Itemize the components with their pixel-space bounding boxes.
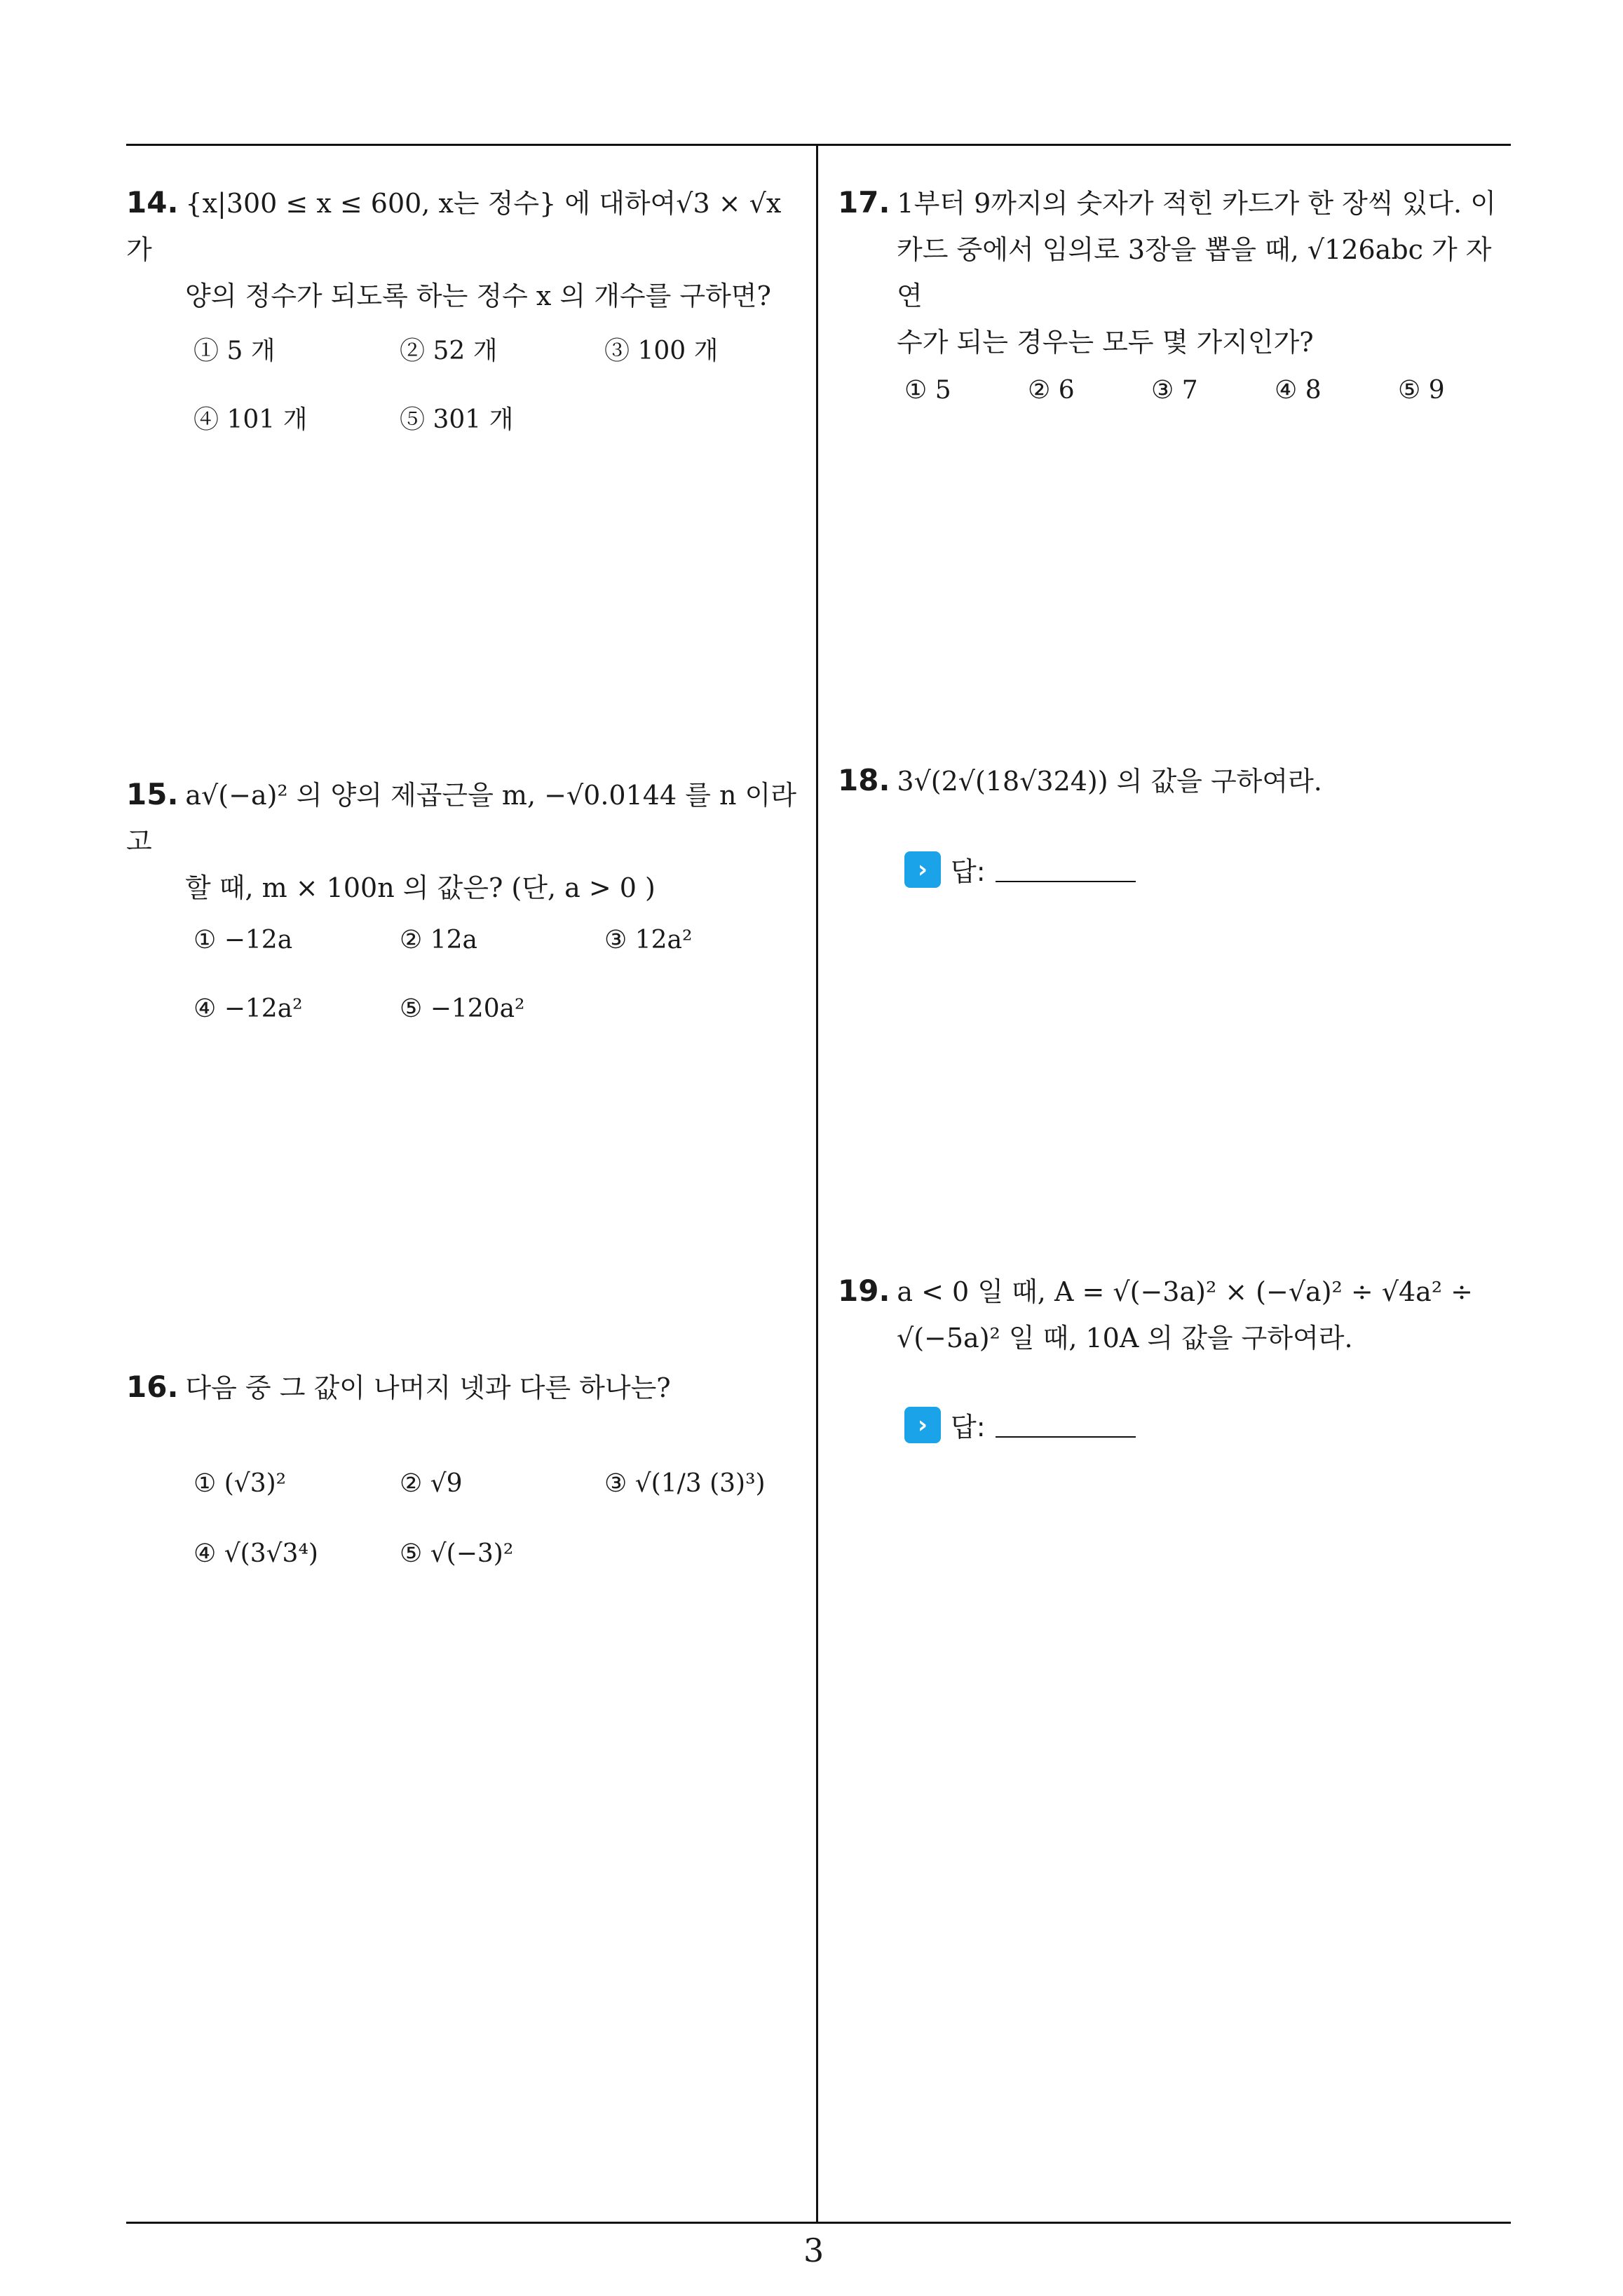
problem-17 [838, 180, 1511, 365]
choice-5[interactable]: ⑤ 301 개 [400, 405, 514, 434]
choice-4[interactable]: ④ √(3√3⁴) [193, 1539, 318, 1568]
answer-field[interactable] [904, 1405, 1136, 1444]
choice-1[interactable]: ① 5 [904, 376, 951, 405]
problem-stem-line3: 수가 되는 경우는 모두 몇 가지인가? [897, 327, 1314, 358]
answer-field[interactable] [904, 850, 1136, 889]
problem-stem-line2: √(−5a)² 일 때, 10A 의 값을 구하여라. [897, 1323, 1353, 1353]
choice-5[interactable]: ⑤ √(−3)² [400, 1539, 514, 1568]
problem-stem-line1: 다음 중 그 값이 나머지 넷과 다른 하나는? [185, 1372, 671, 1403]
top-rule [126, 144, 1511, 146]
answer-blank[interactable] [996, 1412, 1136, 1438]
choice-3[interactable]: ③ 7 [1151, 376, 1198, 405]
choice-2[interactable]: ② 6 [1028, 376, 1075, 405]
choice-3[interactable]: ③ 12a² [604, 926, 693, 954]
choice-3[interactable]: ③ 100 개 [604, 337, 719, 365]
problem-14 [126, 180, 806, 319]
chevron-right-icon: › [904, 1407, 941, 1443]
problem-stem-line1: a < 0 일 때, A = √(−3a)² × (−√a)² ÷ √4a² ÷ [897, 1276, 1473, 1307]
problem-19 [838, 1268, 1511, 1361]
answer-label: 답: [951, 1412, 986, 1443]
problem-number: 16. [126, 1370, 179, 1404]
problem-stem-line1: a√(−a)² 의 양의 제곱근을 m, −√0.0144 를 n 이라고 [126, 780, 796, 857]
answer-label: 답: [951, 856, 986, 887]
choice-3[interactable]: ③ √(1/3 (3)³) [604, 1469, 766, 1498]
choice-5[interactable]: ⑤ 9 [1398, 376, 1445, 405]
problem-stem-line2: 할 때, m × 100n 의 값은? (단, a > 0 ) [185, 872, 656, 903]
choice-1[interactable]: ① 5 개 [193, 337, 276, 365]
choice-1[interactable]: ① −12a [193, 926, 293, 954]
problem-number: 17. [838, 185, 890, 220]
problem-stem-line1: 3√(2√(18√324)) 의 값을 구하여라. [897, 766, 1322, 797]
problem-18 [838, 757, 1511, 804]
chevron-right-icon: › [904, 851, 941, 888]
choice-1[interactable]: ① (√3)² [193, 1469, 287, 1498]
choice-4[interactable]: ④ 101 개 [193, 405, 308, 434]
choice-2[interactable]: ② √9 [400, 1469, 463, 1498]
problem-number: 19. [838, 1274, 890, 1308]
problem-number: 14. [126, 185, 179, 220]
choice-5[interactable]: ⑤ −120a² [400, 994, 525, 1023]
choice-2[interactable]: ② 12a [400, 926, 477, 954]
problem-stem-line2: 카드 중에서 임의로 3장을 뽑을 때, √126abc 가 자연 [897, 234, 1492, 311]
page-number: 3 [803, 2231, 824, 2269]
problem-stem-line1: {x|300 ≤ x ≤ 600, x는 정수} 에 대하여√3 × √x 가 [126, 188, 782, 265]
problem-number: 18. [838, 763, 890, 797]
problem-stem-line2: 양의 정수가 되도록 하는 정수 x 의 개수를 구하면? [185, 281, 771, 311]
problem-stem-line1: 1부터 9까지의 숫자가 적힌 카드가 한 장씩 있다. 이 [897, 188, 1496, 219]
answer-blank[interactable] [996, 857, 1136, 882]
column-divider [816, 145, 818, 2222]
choice-2[interactable]: ② 52 개 [400, 337, 498, 365]
problem-15 [126, 771, 806, 911]
choice-4[interactable]: ④ −12a² [193, 994, 303, 1023]
bottom-rule [126, 2222, 1511, 2224]
problem-16 [126, 1364, 806, 1411]
problem-number: 15. [126, 777, 179, 811]
choice-4[interactable]: ④ 8 [1275, 376, 1322, 405]
